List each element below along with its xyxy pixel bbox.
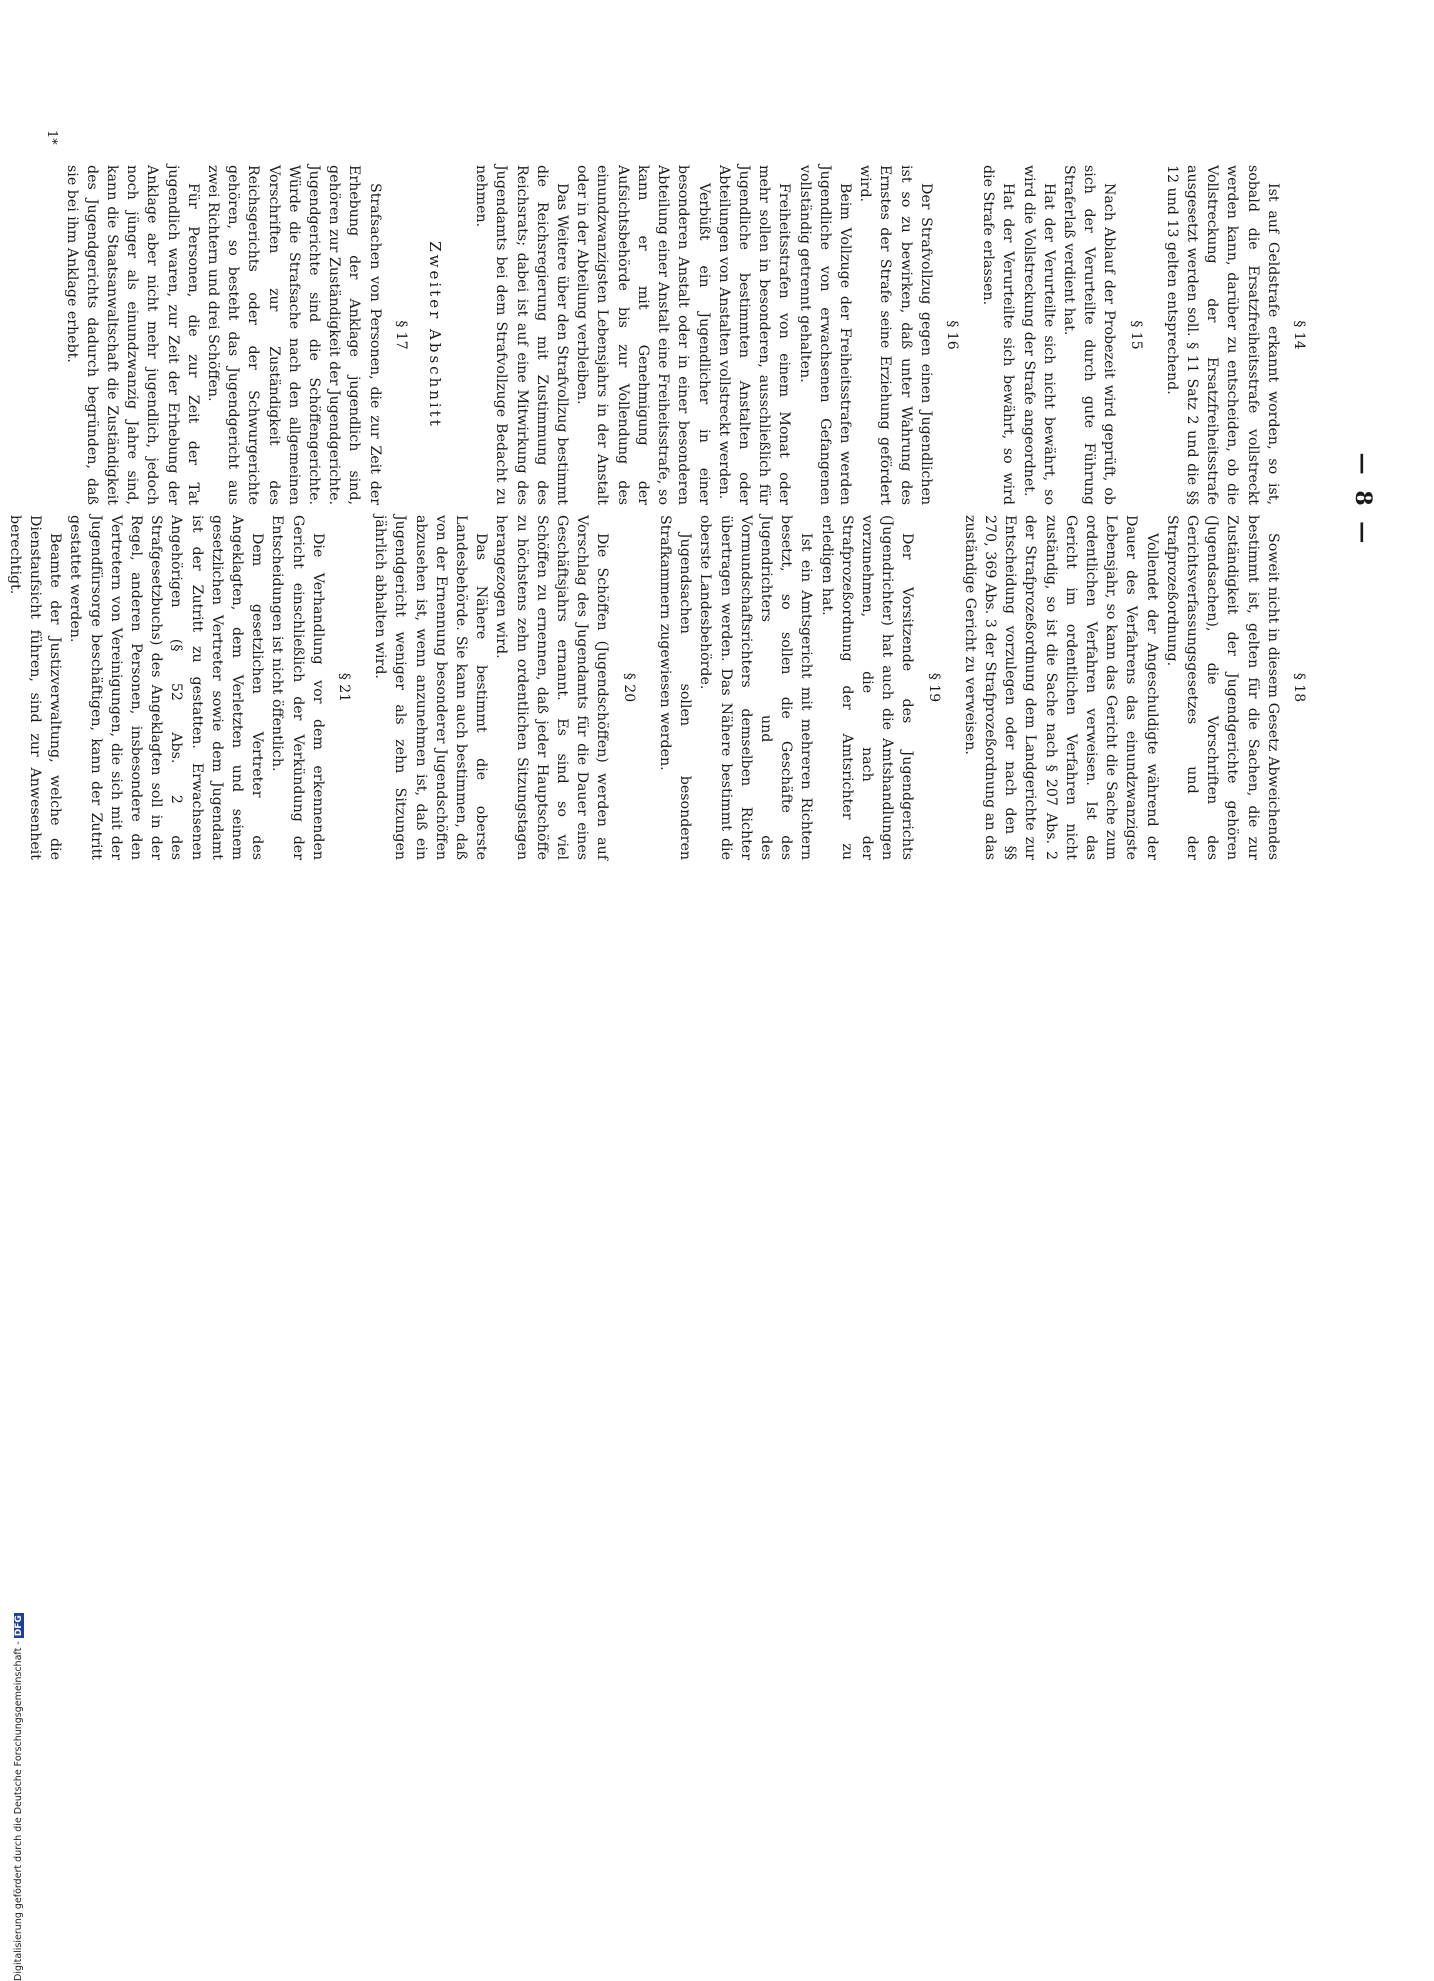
section-15-heading: § 15	[1127, 320, 1144, 350]
section-19-paragraph: Ist ein Amtsgericht mit mehreren Richtern besetzt, so sollen die Geschäfte des Jugendrichters und des Vormundschaftsrichters demselben Richter übertragen werden. Das Nähere bestimmt die oberste Landesbehörde.	[697, 515, 815, 860]
section-19-paragraph: Der Vorsitzende des Jugendgerichts (Jugendrichter) hat auch die Amtshandlungen vorzunehmen, die nach der Strafprozeßordnung der Amtsrichter zu erledigen hat.	[818, 515, 916, 860]
section-17-paragraph: Für Personen, die zur Zeit der Tat jugendlich waren, zur Zeit der Erhebung der Anklage aber nicht mehr jugendlich, jedoch noch jünger als einundzwanzig Jahre sind, kann die Staatsanwaltschaft die Zuständigkeit des Jugendgerichts dadurch begründen, daß sie bei ihm Anklage erhebt.	[63, 165, 201, 505]
section-16-paragraph: Verbüßt ein Jugendlicher in einer besonderen Anstalt oder in einer besonderen Abteilung einer Anstalt eine Freiheitsstrafe, so kann er mit Genehmigung der Aufsichtsbehörde bis zur Vollendung des einundzwanzigsten Lebensjahrs in der Anstalt oder in der Abteilung verbleiben.	[574, 165, 712, 505]
section-21-paragraph: Die Verhandlung vor dem erkennenden Gericht einschließlich der Verkündung der Entscheidungen ist nicht öffentlich.	[269, 515, 326, 860]
section-17-paragraph: Strafsachen von Personen, die zur Zeit der Erhebung der Anklage jugendlich sind, gehören zur Zuständigkeit der Jugendgerichte. Jugendgerichte sind die Schöffengerichte. Würde die Strafsache nach den allgemeinen Vorschriften zur Zuständigkeit des Reichsgerichts oder der Schwurgerichte gehören, so besteht das Jugendgericht aus zwei Richtern und drei Schöffen.	[205, 165, 383, 505]
right-column	[5, 515, 1309, 860]
section-15-paragraph: Hat der Verurteilte sich nicht bewährt, so wird die Vollstreckung der Strafe angeordnet.	[1020, 165, 1057, 505]
left-column	[61, 165, 1309, 505]
section-16-paragraph: Der Strafvollzug gegen einen Jugendlichen ist so zu bewirken, daß unter Wahrung des Ernstes der Strafe seine Erziehung gefördert wird.	[857, 165, 934, 505]
digitization-note	[13, 1613, 24, 1981]
section-18-paragraph: Vollendet der Angeschuldigte während der Dauer des Verfahrens das einundzwanzigste Lebensjahr, so kann das Gericht die Sache zum ordentlichen Verfahren verweisen. Ist das Gericht im ordentlichen Verfahren nicht zuständig, so ist die Sache nach § 207 Abs. 2 der Strafprozeßordnung dem Landgerichte zur Entscheidung vorzulegen oder nach den §§ 270, 369 Abs. 3 der Strafprozeßordnung an das zuständige Gericht zu verweisen.	[961, 515, 1160, 860]
page-number: — 8 —	[1350, 452, 1376, 548]
chapter-heading: Zweiter Abschnitt	[426, 241, 445, 429]
digitization-note-text: Digitalisierung gefördert durch die Deutsche Forschungsgemeinschaft -	[13, 1641, 24, 1981]
section-20-paragraph: Das Nähere bestimmt die oberste Landesbehörde. Sie kann auch bestimmen, daß von der Ernennung besonderer Jugendschöffen abzusehen ist, wenn anzunehmen ist, daß ein Jugendgericht weniger als zehn Sitzungen jährlich abhalten wird.	[372, 515, 490, 860]
section-18-paragraph: Soweit nicht in diesem Gesetz Abweichendes bestimmt ist, gelten für die Sachen, die zur Zuständigkeit der Jugendgerichte gehören (Jugendsachen), die Vorschriften des Gerichtsverfassungsgesetzes und der Strafprozeßordnung.	[1163, 515, 1281, 860]
page-footer-mark: 1*	[44, 130, 59, 145]
section-16-paragraph: Das Weitere über den Strafvollzug bestimmt die Reichsregierung mit Zustimmung des Reichsrats; dabei ist auf eine Mitwirkung des Jugendamts bei dem Strafvollzuge Bedacht zu nehmen.	[473, 165, 571, 505]
section-14-heading: § 14	[1291, 320, 1307, 350]
section-14-text: Ist auf Geldstrafe erkannt worden, so ist, sobald die Ersatzfreiheitsstrafe vollstreckt werden kann, darüber zu entscheiden, ob die Vollstreckung der Ersatzfreiheitsstrafe ausgesetzt werden soll. § 11 Satz 2 und die §§ 12 und 13 gelten entsprechend.	[1163, 165, 1281, 505]
section-16-paragraph: Freiheitsstrafen von einem Monat oder mehr sollen in besonderen, ausschließlich für Jugendliche bestimmten Anstalten oder Abteilungen von Anstalten vollstreckt werden.	[715, 165, 793, 505]
section-15-paragraph: Hat der Verurteilte sich bewährt, so wird die Strafe erlassen.	[980, 165, 1017, 505]
section-18-heading: § 18	[1291, 672, 1307, 703]
section-16-paragraph: Beim Vollzuge der Freiheitsstrafen werden Jugendliche von erwachsenen Gefangenen vollständig getrennt gehalten.	[796, 165, 853, 505]
section-21-heading: § 21	[336, 672, 353, 703]
section-21-paragraph: Dem gesetzlichen Vertreter des Angeklagten, dem Verletzten und seinem gesetzlichen Vertreter sowie dem Jugendamt ist der Zutritt zu gestatten. Erwachsenen Angehörigen (§ 52 Abs. 2 des Strafgesetzbuchs) des Angeklagten soll in der Regel, anderen Personen, insbesondere den Vertretern von Vereinigungen, die sich mit der Jugendfürsorge beschäftigen, kann der Zutritt gestattet werden.	[67, 515, 266, 860]
section-16-heading: § 16	[943, 320, 960, 350]
section-15-paragraph: Nach Ablauf der Probezeit wird geprüft, ob sich der Verurteilte durch gute Führung Straferlaß verdient hat.	[1060, 165, 1118, 505]
dfg-logo-icon: DFG	[14, 1615, 24, 1637]
section-20-paragraph: Die Schöffen (Jugendschöffen) werden auf Vorschlag des Jugendamts für die Dauer eines Geschäftsjahrs ernannt. Es sind so viel Schöffen zu ernennen, daß jeder Hauptschöffe zu höchstens zehn ordentlichen Sitzungstagen herangezogen wird.	[493, 515, 611, 860]
section-17-heading: § 17	[392, 320, 409, 350]
section-19-heading: § 19	[925, 672, 942, 703]
section-20-heading: § 20	[620, 672, 637, 703]
section-19-paragraph: Jugendsachen sollen besonderen Strafkammern zugewiesen werden.	[656, 515, 694, 860]
section-21-paragraph: Beamte der Justizverwaltung, welche die Dienstaufsicht führen, sind zur Anwesenheit berechtigt.	[6, 515, 64, 860]
